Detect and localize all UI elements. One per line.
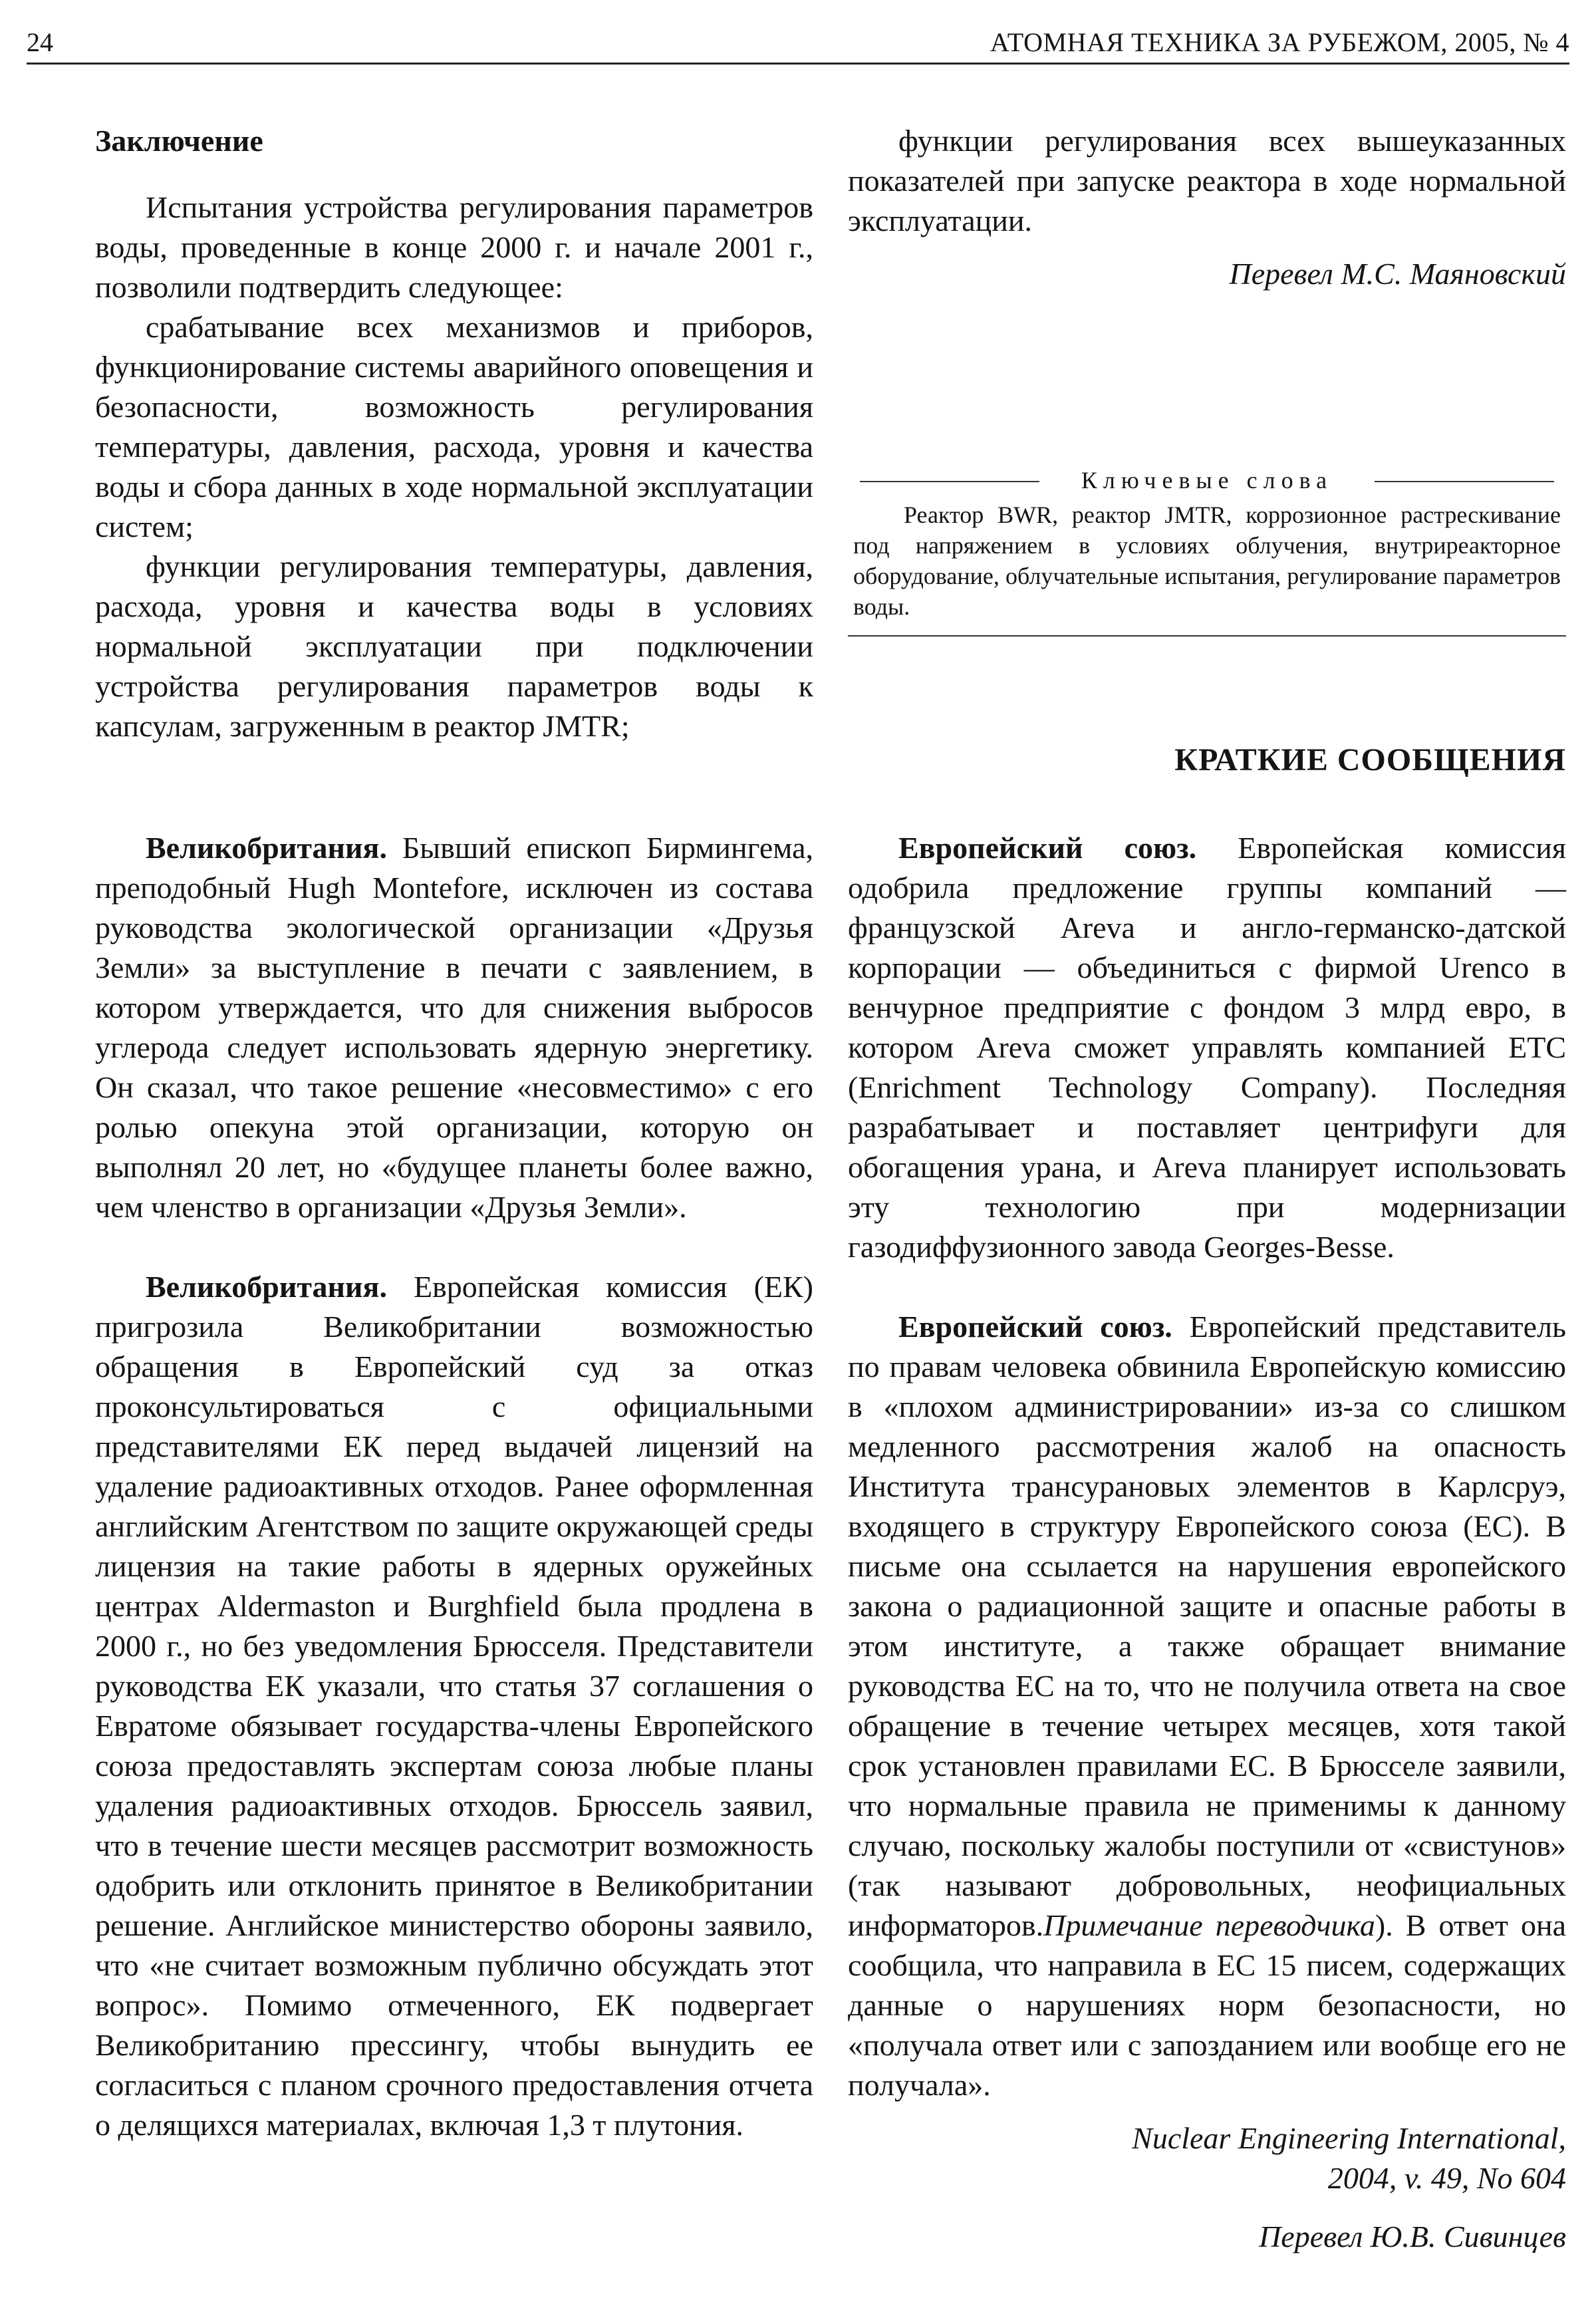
conclusion-paragraph-4: функции регулирования всех вышеуказанных показателей при запуске реактора в ходе нормальной эксплуатации. — [848, 124, 1566, 237]
news-item-1 — [95, 828, 813, 1227]
keywords-heading: Ключевые слова — [848, 464, 1566, 497]
news-item-2 — [95, 1267, 813, 2145]
journal-title: АТОМНАЯ ТЕХНИКА ЗА РУБЕЖОМ, 2005, № 4 — [990, 27, 1569, 57]
news-item-1-lead: Великобритания. — [146, 831, 387, 865]
conclusion-title: Заключение — [95, 124, 263, 158]
news-item-1-text: Бывший епископ Бирмингема, преподобный Hugh Montefore, исключен из состава руководства экологической организации «Друзья Земли» за выступление в печати с заявлением, в котором утверждается, что для снижения выбросов углерода следует использовать ядерную энергетику. Он сказал, что такое решение «несовместимо» с его ролью опекуна этой организации, которую он выполнял 20 лет, но «будущее планеты более важно, чем членство в организации «Друзья Земли». — [95, 831, 813, 1224]
source-line-2: 2004, v. 49, No 604 — [1327, 2161, 1566, 2195]
short-news-left-column — [95, 828, 813, 2145]
news-item-4-lead: Европейский союз. — [898, 1310, 1172, 1344]
conclusion-paragraph-3: функции регулирования температуры, давления, расхода, уровня и качества воды в условиях нормальной эксплуатации при подключении устройства регулирования параметров воды к капсулам, загруженным в реактор JMTR; — [95, 549, 813, 743]
news-item-3 — [848, 828, 1566, 1267]
page-number: 24 — [27, 27, 53, 57]
source-line-1: Nuclear Engineering International, — [1132, 2121, 1566, 2155]
news-item-2-lead: Великобритания. — [146, 1270, 387, 1304]
conclusion-paragraph-1: Испытания устройства регулирования параметров воды, проведенные в конце 2000 г. и начале 2001 г., позволили подтвердить следующее: — [95, 190, 813, 304]
keywords-text: Реактор BWR, реактор JMTR, коррозионное растрескивание под напряжением в условиях облучения, внутриреакторное оборудование, облучательные испытания, регулирование параметров воды. — [853, 502, 1561, 620]
short-news-title: КРАТКИЕ СООБЩЕНИЯ — [1174, 742, 1566, 778]
short-news-right-column — [848, 828, 1566, 2257]
news-item-4-text: Европейский представитель по правам человека обвинила Европейскую комиссию в «плохом администрировании» из-за со слишком медленного рассмотрения жалоб на опасность Института трансурановых элементов в Карлсруэ, входящего в структуру Европейского союза (ЕС). В письме она ссылается на нарушения европейского закона о радиационной защите и опасные работы в этом институте, а также обращает внимание руководства ЕС на то, что не получила ответа на свое обращение в течение четырех месяцев, хотя такой срок установлен правилами ЕС. В Брюсселе заявили, что нормальные правила не применимы к данному случаю, поскольку жалобы поступили от «свистунов» (так называют добровольных, неофициальных информаторов. — [848, 1310, 1566, 1942]
conclusion-paragraph-2: срабатывание всех механизмов и приборов, функционирование системы аварийного оповещения и безопасности, возможность регулирования температуры, давления, расхода, уровня и качества воды и сбора данных в ходе нормальной эксплуатации систем; — [95, 310, 813, 543]
news-item-4-tail: ). В ответ она сообщила, что направила в ЕС 15 писем, содержащих данные о нарушениях норм безопасности, но «получала ответ или с запозданием или вообще его не получала». — [848, 1908, 1567, 2102]
news-item-4-note: Примечание переводчика — [1043, 1908, 1375, 1942]
news-item-2-text: Европейская комиссия (ЕК) пригрозила Великобритании возможностью обращения в Европейский суд за отказ проконсультироваться с официальными представителями ЕК перед выдачей лицензий на удаление радиоактивных отходов. Ранее оформленная английским Агентством по защите окружающей среды лицензия на такие работы в ядерных оружейных центрах Aldermaston и Burghfield была продлена в 2000 г., но без уведомления Брюсселя. Представители руководства ЕК указали, что статья 37 соглашения о Евратоме обязывает государства-члены Европейского союза предоставлять экспертам союза любые планы удаления радиоактивных отходов. Брюссель заявил, что в течение шести месяцев рассмотрит возможность одобрить или отклонить принятое в Великобритании решение. Английское министерство обороны заявило, что «не считает возможным публично обсуждать этот вопрос». Помимо отмеченного, ЕК подвергает Великобританию прессингу, чтобы вынудить ее согласиться с планом срочного предоставления отчета о делящихся материалах, включая 1,3 т плутония. — [95, 1270, 813, 2142]
page-header — [27, 23, 1569, 65]
short-news-translator: Перевел Ю.В. Сивинцев — [1259, 2220, 1566, 2253]
conclusion-right-column — [848, 121, 1566, 294]
keywords-bottom-rule — [848, 635, 1566, 637]
conclusion-left-column — [95, 121, 813, 746]
keywords-box — [848, 464, 1566, 637]
conclusion-translator: Перевел М.С. Маяновский — [1229, 257, 1566, 291]
news-item-3-lead: Европейский союз. — [898, 831, 1197, 865]
news-item-4 — [848, 1307, 1566, 2105]
news-item-3-text: Европейская комиссия одобрила предложение группы компаний — французской Areva и англо-германско-датской корпорации — объединиться с фирмой Urenco в венчурное предприятие с фондом 3 млрд евро, в котором Areva сможет управлять компанией ETC (Enrichment Technology Company). Последняя разрабатывает и поставляет центрифуги для обогащения урана, и Areva планирует использовать эту технологию при модернизации газодиффузионного завода Georges-Besse. — [848, 831, 1567, 1264]
